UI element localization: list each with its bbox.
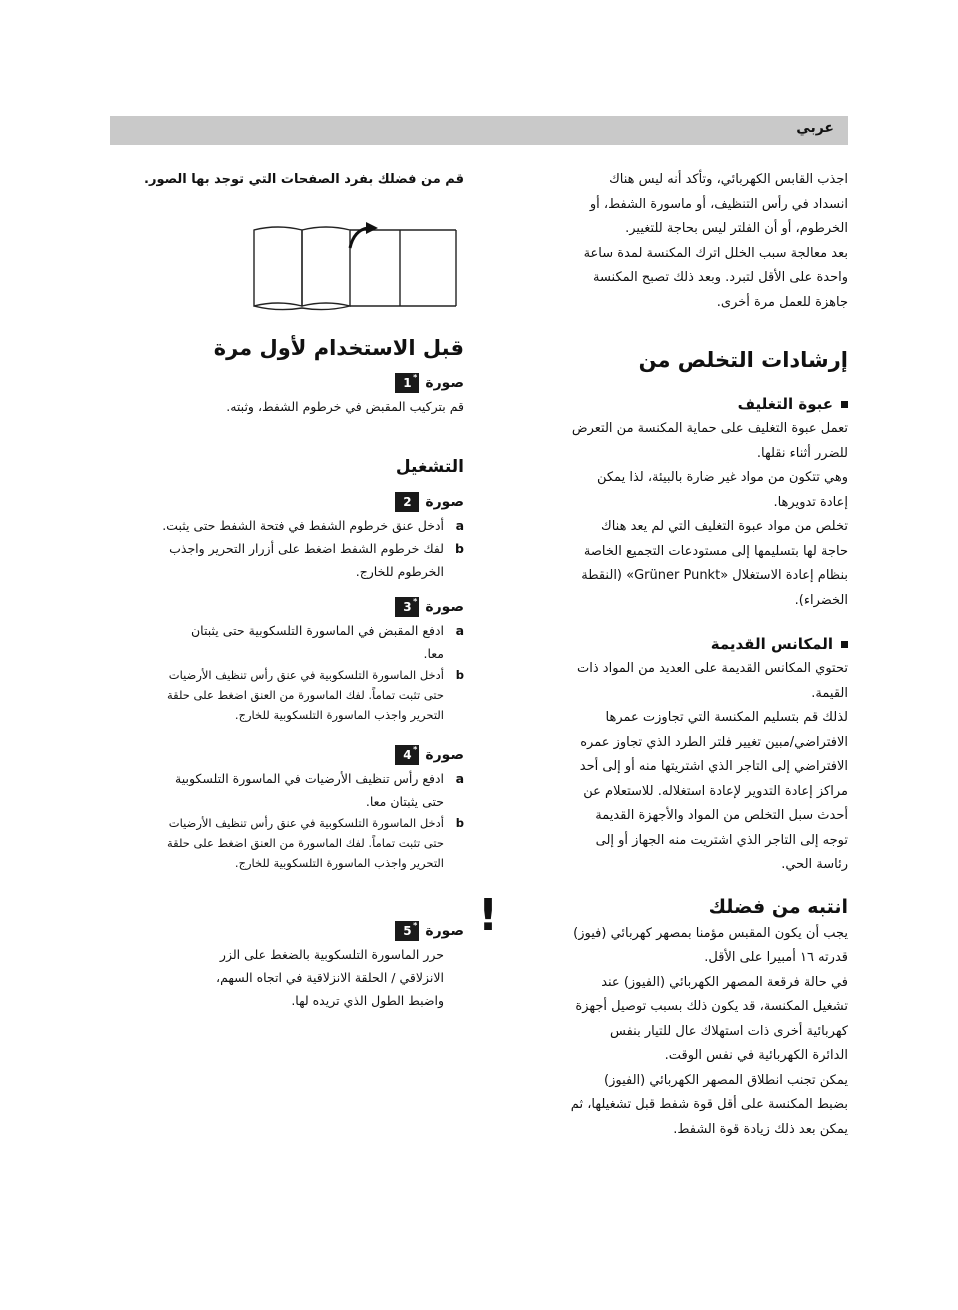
text-line: أحدث سبل التخلص من المواد والأجهزة القديمة — [595, 808, 848, 823]
unfold-pages-illustration — [250, 220, 460, 312]
item-letter: a — [455, 770, 464, 786]
old-appliances-text — [498, 657, 848, 878]
text-line: كهربائية أخرى ذات استهلاك عال للتيار بنفس — [610, 1023, 848, 1039]
fig1-instruction: قم بتركيب المقبض في خرطوم الشفط، وثبته. — [226, 398, 464, 414]
text-line: الافتراضي/مبين تغيير فلتر الطرد الذي تجاوز عمره — [580, 734, 848, 750]
figure-star: * — [413, 920, 418, 930]
text-line: الدائرة الكهربائية في نفس الوقت. — [664, 1048, 848, 1063]
text-line: حتى تثبت تماماً. لفك الماسورة من العنق اضغط على حلقة — [167, 687, 444, 702]
figure-word: صورة — [425, 598, 464, 615]
text-line: أدخل الماسورة التلسكوبية في عنق رأس تنظيف الأرضيات — [168, 815, 444, 830]
packaging-heading — [498, 391, 848, 417]
fig3-item-a — [108, 619, 464, 665]
item-letter: a — [455, 622, 464, 638]
fig2-item-b — [108, 537, 464, 583]
figure-star: * — [413, 372, 418, 382]
figure-number: 1 — [403, 375, 412, 390]
text-line: تحتوي المكانس القديمة على العديد من المواد ذات — [577, 661, 848, 676]
text-line: حاجة لها بتسليمها إلى مستودعات التجميع الخاصة — [583, 543, 848, 559]
caution-title: انتبه من فضلك — [708, 895, 848, 918]
figure-label-2 — [108, 490, 464, 514]
text-line: في حالة فرقعة المصهر الكهربائي (الفيوز) عند — [601, 974, 848, 990]
language-header-bar — [110, 116, 848, 145]
packaging-title: عبوة التغليف — [737, 395, 833, 413]
text-line: ادفع رأس تنظيف الأرضيات في الماسورة التلسكوبية — [175, 770, 444, 786]
text-line: يجب أن يكون المقبس مؤمنا بمصهر كهربائي (فيوز) — [573, 925, 848, 941]
text-line: الافتراضي إلى التاجر الذي اشتريتها منه أو إلى أحد — [579, 759, 848, 774]
text-line: التحرير واجذب الماسورة التلسكوبية للخارج. — [234, 707, 444, 722]
text-line: حتى تثبت تماماً. لفك الماسورة من العنق اضغط على حلقة — [167, 835, 444, 850]
fig1-text — [108, 395, 464, 418]
fig2-item-a — [108, 514, 464, 537]
figure-word: صورة — [425, 374, 464, 391]
figure-label-5 — [108, 919, 464, 943]
item-letter: b — [455, 667, 464, 682]
packaging-text — [498, 417, 848, 613]
operation-title: التشغيل — [395, 456, 464, 477]
unfold-arrow-icon — [350, 222, 378, 248]
text-line: مراكز إعادة التدوير لإعادة استغلاله. للاستعلام عن — [583, 783, 848, 799]
text-line: يمكن تجنب انطلاق المصهر الكهربائي (الفيوز) — [604, 1072, 848, 1088]
figure-word: صورة — [425, 922, 464, 939]
text-line: إعادة تدويرها. — [773, 494, 848, 510]
fig4-item-a — [108, 767, 464, 813]
troubleshoot-intro — [498, 168, 848, 315]
item-text — [108, 665, 444, 725]
open-book-icon — [254, 227, 456, 310]
text-line: اجذب القابس الكهربائي، وتأكد أنه ليس هناك — [609, 172, 848, 187]
item-text — [108, 813, 444, 873]
text-line: التحرير واجذب الماسورة التلسكوبية للخارج. — [234, 855, 444, 870]
figure-number: 2 — [403, 494, 412, 509]
text-line: الانزلاقي / الحلقة الانزلاقية في اتجاه السهم، — [216, 969, 444, 985]
figure-number-box — [395, 745, 419, 765]
figure-label-1 — [108, 371, 464, 395]
text-line: حتى يثبتان معا. — [365, 793, 444, 809]
text-line: الخضراء). — [794, 592, 848, 608]
caution-block — [478, 889, 848, 1143]
item-text — [108, 767, 444, 813]
figure-word: صورة — [425, 493, 464, 510]
text-line: يمكن بعد ذلك زيادة قوة الشفط. — [673, 1121, 848, 1137]
text-line: تشغيل المكنسة، قد يكون ذلك بسبب توصيل أجهزة — [575, 999, 848, 1014]
language-label: عربي — [796, 120, 834, 136]
text-line: القيمة. — [811, 685, 848, 701]
old-appliances-title: المكانس القديمة — [710, 635, 833, 653]
text-line: لفك خرطوم الشفط اضغط على أزرار التحرير واجذب — [169, 540, 444, 556]
text-line: واحدة على الأقل لتبرد. وبعد ذلك تصبح المكنسة — [592, 270, 848, 285]
figure-number: 5 — [403, 923, 412, 938]
fig4-item-b — [108, 813, 464, 873]
text-line: الخرطوم للخارج. — [355, 563, 444, 579]
text-line: معا. — [423, 645, 444, 661]
figure-star: * — [413, 596, 418, 606]
item-text — [108, 943, 444, 1012]
text-line: رئاسة الحي. — [781, 857, 848, 872]
figure-star: * — [413, 744, 418, 754]
figure-number-box — [395, 597, 419, 617]
text-line: الخرطوم، أو أن الفلتر ليس بحاجة للتغيير. — [625, 221, 848, 236]
text-line: وهي تتكون من مواد غير ضارة بالبيئة، لذا يمكن — [596, 470, 848, 485]
text-line: تخلص من مواد عبوة التغليف التي لم يعد هناك — [600, 519, 848, 534]
item-letter: b — [455, 815, 464, 830]
text-line: أدخل الماسورة التلسكوبية في عنق رأس تنظيف الأرضيات — [168, 667, 444, 682]
bullet-icon — [841, 641, 848, 648]
text-line: تعمل عبوة التغليف على حماية المكنسة من التعرض — [571, 421, 848, 436]
figure-word: صورة — [425, 746, 464, 763]
item-text — [108, 514, 444, 537]
caution-text — [498, 922, 848, 1143]
text-line: بنظام إعادة الاستغلال «Grüner Punkt» (النقطة — [581, 568, 848, 583]
fig5-text — [108, 943, 464, 1012]
right-column — [478, 168, 848, 1142]
exclamation-icon: ! — [478, 889, 499, 941]
figure-number-box — [395, 921, 419, 941]
text-line: توجه إلى التاجر الذي اشتريت منه الجهاز أو إلى — [595, 832, 848, 848]
figure-number-box — [395, 373, 419, 393]
unfold-instruction: قم من فضلك بفرد الصفحات التي توجد بها الصور. — [144, 172, 464, 187]
text-line: بضبط المكنسة على أقل قوة شفط قبل تشغيلها، ثم — [570, 1097, 848, 1112]
figure-label-4 — [108, 743, 464, 767]
text-line: للضرر أثناء نقلها. — [756, 445, 848, 461]
figure-number: 4 — [403, 747, 412, 762]
text-line: أدخل عنق خرطوم الشفط في فتحة الشفط حتى يثبت. — [162, 517, 444, 533]
item-letter: b — [455, 540, 464, 556]
figure-label-3 — [108, 595, 464, 619]
text-line: لذلك قم بتسليم المكنسة التي تجاوزت عمرها — [605, 710, 848, 725]
old-appliances-heading — [498, 631, 848, 657]
bullet-icon — [841, 401, 848, 408]
fig3-item-b — [108, 665, 464, 725]
text-line: بعد معالجة سبب الخلل اترك المكنسة لمدة ساعة — [583, 245, 848, 261]
item-text — [108, 619, 444, 665]
figure-number-box — [395, 492, 419, 512]
text-line: قدرته ١٦ أمبيرا على الأقل. — [704, 950, 848, 965]
text-line: ادفع المقبض في الماسورة التلسكوبية حتى يثبتان — [190, 622, 444, 638]
disposal-title: إرشادات التخلص من — [638, 348, 848, 372]
text-line: جاهزة للعمل مرة أخرى. — [716, 294, 848, 310]
text-line: واضبط الطول الذي تريده لها. — [291, 992, 444, 1008]
item-letter: a — [455, 517, 464, 533]
figure-number: 3 — [403, 599, 412, 614]
item-text — [108, 537, 444, 583]
text-line: حرر الماسورة التلسكوبية بالضغط على الزر — [219, 946, 444, 962]
text-line: انسداد في رأس التنظيف، أو ماسورة الشفط، أو — [589, 196, 848, 212]
before-first-use-title: قبل الاستخدام لأول مرة — [213, 335, 464, 360]
